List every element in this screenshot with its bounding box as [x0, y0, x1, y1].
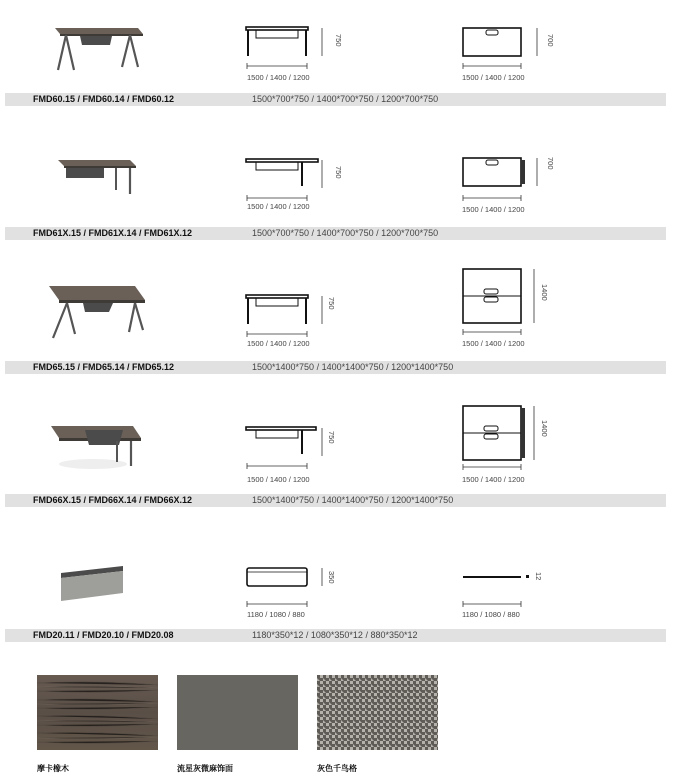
spec-band [5, 629, 666, 642]
dimensions-text: 1500*700*750 / 1400*700*750 / 1200*700*750 [252, 228, 439, 238]
top-width-label: 1500 / 1400 / 1200 [462, 73, 525, 82]
height-label: 750 [327, 431, 336, 444]
desk-image-3 [35, 282, 150, 342]
mocha-oak-swatch [37, 675, 158, 750]
front-view-drawing-2 [240, 152, 330, 204]
model-codes: FMD20.11 / FMD20.10 / FMD20.08 [33, 630, 174, 640]
spec-band [5, 93, 666, 106]
grey-houndstooth-swatch [317, 675, 438, 750]
desk-image-4 [45, 418, 145, 473]
depth-label: 700 [546, 34, 555, 47]
top-view-drawing-4 [456, 400, 546, 472]
front-view-drawing-5 [240, 562, 330, 614]
front-view-drawing-4 [240, 420, 330, 472]
height-label: 750 [334, 166, 343, 179]
dimensions-text: 1500*1400*750 / 1400*1400*750 / 1200*1400*750 [252, 362, 454, 372]
model-codes: FMD60.15 / FMD60.14 / FMD60.12 [33, 94, 175, 104]
swatch-label-grey-houndstooth: 灰色千鸟格 [317, 764, 357, 773]
model-codes: FMD65.15 / FMD65.14 / FMD65.12 [33, 362, 175, 372]
front-width-label: 1500 / 1400 / 1200 [247, 339, 310, 348]
height-label: 750 [334, 34, 343, 47]
dimensions-text: 1180*350*12 / 1080*350*12 / 880*350*12 [252, 630, 418, 640]
front-width-label: 1500 / 1400 / 1200 [247, 73, 310, 82]
depth-label: 1400 [540, 420, 549, 437]
top-width-label: 1500 / 1400 / 1200 [462, 475, 525, 484]
dimensions-text: 1500*1400*750 / 1400*1400*750 / 1200*1400*750 [252, 495, 454, 505]
depth-label: 700 [546, 157, 555, 170]
front-view-drawing-1 [240, 20, 330, 72]
depth-label: 12 [534, 572, 543, 581]
spec-band [5, 494, 666, 507]
swatch-label-meteor-grey: 流星灰微麻饰面 [177, 764, 233, 773]
top-view-drawing-5 [456, 562, 546, 614]
top-view-drawing-2 [456, 152, 546, 204]
top-width-label: 1180 / 1080 / 880 [462, 610, 520, 619]
top-width-label: 1500 / 1400 / 1200 [462, 205, 525, 214]
top-view-drawing-3 [456, 265, 546, 337]
top-view-drawing-1 [456, 20, 546, 72]
front-view-drawing-3 [240, 288, 330, 340]
top-width-label: 1500 / 1400 / 1200 [462, 339, 525, 348]
height-label: 350 [327, 571, 336, 584]
desk-image-1 [50, 15, 145, 75]
depth-label: 1400 [540, 284, 549, 301]
desk-image-2 [52, 152, 142, 197]
dimensions-text: 1500*700*750 / 1400*700*750 / 1200*700*750 [252, 94, 439, 104]
screen-panel-image [55, 563, 130, 605]
model-codes: FMD66X.15 / FMD66X.14 / FMD66X.12 [33, 495, 193, 505]
spec-band [5, 227, 666, 240]
front-width-label: 1500 / 1400 / 1200 [247, 475, 310, 484]
model-codes: FMD61X.15 / FMD61X.14 / FMD61X.12 [33, 228, 193, 238]
meteor-grey-swatch [177, 675, 298, 750]
front-width-label: 1500 / 1400 / 1200 [247, 202, 310, 211]
front-width-label: 1180 / 1080 / 880 [247, 610, 305, 619]
height-label: 750 [327, 297, 336, 310]
spec-band [5, 361, 666, 374]
swatch-label-mocha-oak: 摩卡橡木 [37, 764, 69, 773]
